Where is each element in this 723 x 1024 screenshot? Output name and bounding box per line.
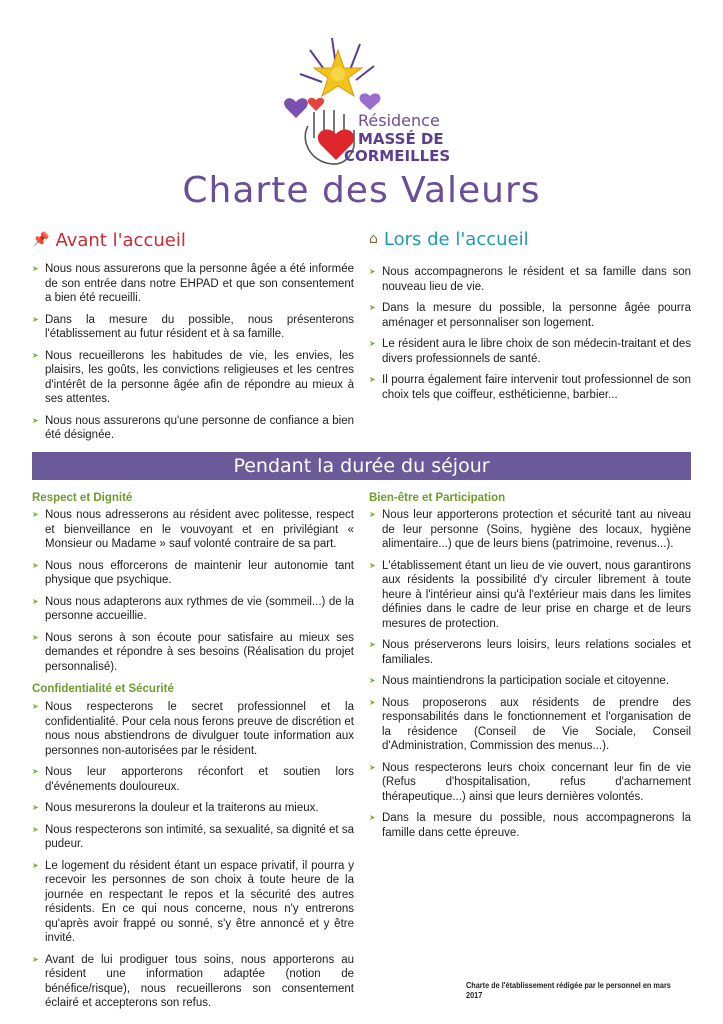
section-heading-lors-text: Lors de l'accueil	[383, 229, 529, 250]
subheading-confidentialite: Confidentialité et Sécurité	[32, 683, 174, 695]
section-heading-lors	[369, 229, 529, 250]
list-item: ➤ Nous accompagnerons le résident et sa famille dans son nouveau lieu de vie.	[369, 265, 691, 294]
list-avant	[32, 262, 354, 450]
list-item: ➤ Nous recueillerons les habitudes de vie, les envies, les plaisirs, les goûts, les convictions religieuses et les centres d'intérêt de la personne âgée afin de répondre au mieux à ses attentes.	[32, 349, 354, 407]
list-item: ➤ Nous mesurerons la douleur et la traiterons au mieux.	[32, 801, 354, 816]
subheading-respect: Respect et Dignité	[32, 492, 133, 504]
list-item: ➤ Dans la mesure du possible, nous présenterons l'établissement au futur résident et à sa famille.	[32, 313, 354, 342]
list-item: ➤ Nous maintiendrons la participation sociale et citoyenne.	[369, 674, 691, 689]
list-item: ➤ Avant de lui prodiguer tous soins, nous apporterons au résident une information adaptée (notion de bénéfice/risque), nous recueillerons son consentement éclairé et accepterons son refus.	[32, 953, 354, 1011]
list-item: ➤ Nous préserverons leurs loisirs, leurs relations sociales et familiales.	[369, 638, 691, 667]
list-item: ➤ Nous serons à son écoute pour satisfaire au mieux ses demandes et répondre à ses besoins (Réalisation du projet personnalisé).	[32, 631, 354, 675]
logo-line-2: MASSÉ DE	[358, 130, 444, 148]
list-item: ➤ Dans la mesure du possible, nous accompagnerons la famille dans cette épreuve.	[369, 811, 691, 840]
section-heading-avant-text: Avant l'accueil	[55, 230, 186, 251]
list-item: ➤ Nous nous adresserons au résident avec politesse, respect et bienveillance en le vouvoyant et en privilégiant « Monsieur ou Madame » sauf volonté contraire de sa part.	[32, 508, 354, 552]
list-item: ➤ Nous leur apporterons protection et sécurité tant au niveau de leur personne (Soins, hygiène des locaux, hygiène alimentaire...) que de leurs biens (patrimoine, revenus...).	[369, 508, 691, 552]
list-bienetre	[369, 508, 691, 847]
pushpin-icon: 📌	[32, 232, 50, 248]
list-item: ➤ Nous nous assurerons qu'une personne de confiance a bien été désignée.	[32, 414, 354, 443]
list-item: ➤ Nous nous adapterons aux rythmes de vie (sommeil...) de la personne accueillie.	[32, 595, 354, 624]
list-item: ➤ Nous respecterons son intimité, sa sexualité, sa dignité et sa pudeur.	[32, 823, 354, 852]
list-respect	[32, 508, 354, 681]
logo-hand-hearts-graphic	[270, 30, 460, 170]
footer-note: Charte de l'établissement rédigée par le personnel en mars 2017	[466, 980, 671, 1000]
list-item: ➤ Nous nous efforcerons de maintenir leur autonomie tant physique que psychique.	[32, 559, 354, 588]
list-item: ➤ Nous nous assurerons que la personne âgée a été informée de son entrée dans notre EHPAD et que son consentement a bien été recueilli.	[32, 262, 354, 306]
subheading-bienetre: Bien-être et Participation	[369, 492, 506, 504]
section-heading-avant	[32, 230, 186, 251]
list-item: ➤ Nous leur apporterons réconfort et soutien lors d'événements douloureux.	[32, 765, 354, 794]
logo-line-1: Résidence	[358, 111, 440, 130]
list-confidentialite	[32, 700, 354, 1018]
list-item: ➤ Nous proposerons aux résidents de prendre des responsabilités dans le fonctionnement et l'organisation de la résidence (Conseil de Vie Sociale, Conseil d'Administration, Commission des menus...).	[369, 696, 691, 754]
list-item: ➤ Dans la mesure du possible, la personne âgée pourra aménager et personnaliser son logement.	[369, 301, 691, 330]
section-band-pendant: Pendant la durée du séjour	[32, 452, 691, 480]
list-item: ➤ Nous respecterons leurs choix concernant leur fin de vie (Refus d'hospitalisation, refus d'acharnement thérapeutique...) ainsi que leurs dernières volontés.	[369, 761, 691, 805]
list-item: ➤ Il pourra également faire intervenir tout professionnel de son choix tels que coiffeur, esthéticienne, barbier...	[369, 373, 691, 402]
list-lors	[369, 265, 691, 409]
list-item: ➤ Le logement du résident étant un espace privatif, il pourra y recevoir les personnes de son choix à toute heure de la journée en respectant le repos et la sécurité des autres résidents. En ce qui nous concerne, nous n'y entrerons qu'après avoir frappé ou sonné, s'y être annoncé et y être invité.	[32, 859, 354, 946]
page-title: Charte des Valeurs	[182, 170, 541, 211]
house-icon: ⌂	[369, 231, 378, 247]
logo-line-3: CORMEILLES	[344, 147, 451, 165]
list-item: ➤ Nous respecterons le secret professionnel et la confidentialité. Pour cela nous ferons preuve de discrétion et nous nous abstiendrons de divulguer toute information aux personnes non-autorisées par le résident.	[32, 700, 354, 758]
list-item: ➤ L'établissement étant un lieu de vie ouvert, nous garantirons aux résidents la possibilité d'y circuler librement à toute heure à l'intérieur ainsi qu'à l'extérieur mais dans les limites définies dans le cadre de leur prise en charge et de leurs mesures de protection.	[369, 559, 691, 632]
residence-logo	[270, 30, 460, 170]
list-item: ➤ Le résident aura le libre choix de son médecin-traitant et des divers professionnels de santé.	[369, 337, 691, 366]
